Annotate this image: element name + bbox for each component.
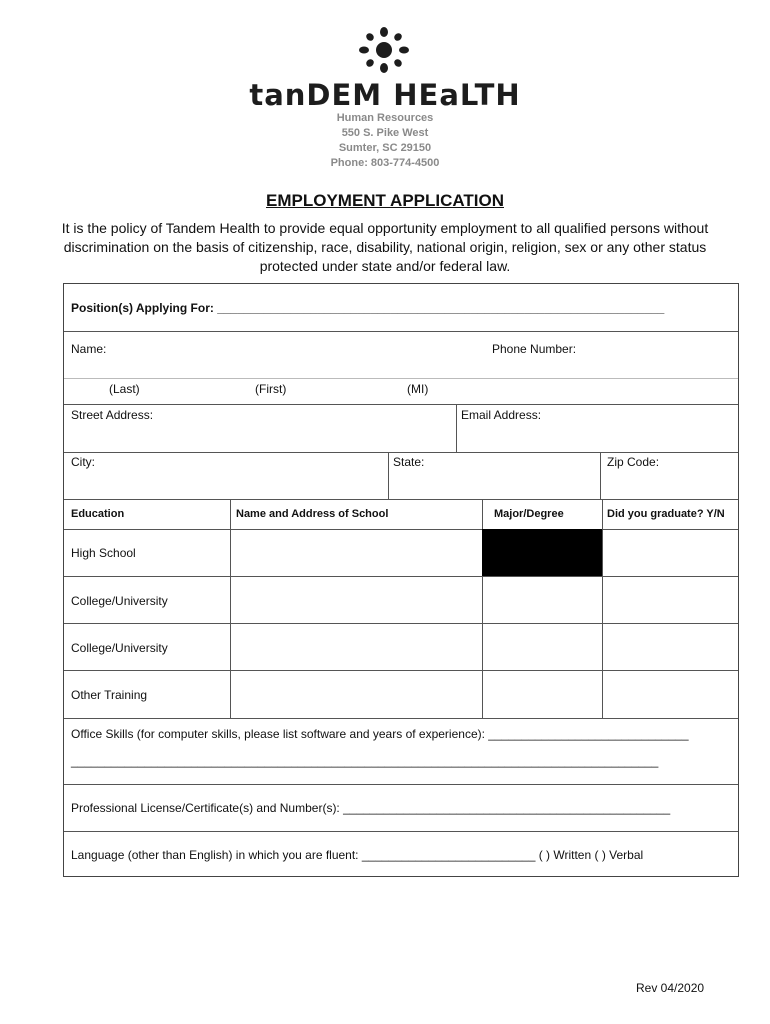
hr-contact-block [0, 111, 770, 171]
education-row-label: College/University [71, 641, 168, 655]
cell-divider [600, 452, 601, 499]
policy-statement [50, 219, 720, 276]
position-field[interactable]: Position(s) Applying For: ___________________________________________________________________ [71, 301, 665, 315]
revision-text: Rev 04/2020 [636, 981, 705, 995]
school-header: Name and Address of School [236, 508, 389, 520]
street-address-label: Street Address: [71, 408, 154, 422]
form-divider [64, 452, 738, 453]
education-row-label: Other Training [71, 688, 148, 702]
application-form [63, 283, 739, 877]
policy-line: discrimination on the basis of citizenship, race, disability, national origin, religion, sex or any other status [63, 239, 707, 255]
form-divider [64, 623, 738, 624]
form-divider [64, 831, 738, 832]
page-title: EMPLOYMENT APPLICATION [266, 191, 504, 210]
form-divider [64, 529, 738, 530]
form-divider [64, 331, 738, 332]
form-divider [64, 784, 738, 785]
name-label: Name: [71, 342, 107, 356]
form-divider [64, 378, 738, 379]
state-label: State: [393, 455, 425, 469]
middle-initial-hint: (MI) [407, 382, 429, 396]
language-field[interactable]: Language (other than English) in which you are fluent: __________________________ ( ) Written ( ) Verbal [71, 848, 644, 862]
form-divider [64, 718, 738, 719]
graduated-header: Did you graduate? Y/N [607, 508, 725, 520]
education-row-label: College/University [71, 594, 168, 608]
education-row-label: High School [71, 546, 136, 560]
address-line-2: Sumter, SC 29150 [338, 142, 432, 154]
form-divider [64, 670, 738, 671]
office-skills-field[interactable]: Office Skills (for computer skills, please list software and years of experience): ______________________________ [71, 727, 689, 741]
email-address-label: Email Address: [461, 408, 542, 422]
phone-number-label: Phone Number: [492, 342, 577, 356]
tandem-health-logo-icon [352, 24, 416, 76]
office-skills-line-2[interactable]: ________________________________________________________________________________________ [71, 754, 659, 768]
last-name-hint: (Last) [109, 382, 140, 396]
major-degree-header: Major/Degree [494, 508, 564, 520]
form-divider [64, 576, 738, 577]
policy-line: protected under state and/or federal law. [259, 258, 511, 274]
cell-divider [388, 452, 389, 499]
form-divider [64, 404, 738, 405]
brand-name: tanDEM HEaLTH [249, 78, 521, 112]
blocked-cell [482, 529, 602, 576]
department-text: Human Resources [336, 112, 434, 124]
license-field[interactable]: Professional License/Certificate(s) and Number(s): _________________________________________________ [71, 801, 671, 815]
form-divider [64, 499, 738, 500]
address-line-1: 550 S. Pike West [341, 127, 429, 139]
first-name-hint: (First) [255, 382, 287, 396]
city-label: City: [71, 455, 95, 469]
cell-divider [230, 499, 231, 718]
cell-divider [456, 404, 457, 452]
cell-divider [602, 499, 603, 718]
phone-text: Phone: 803-774-4500 [330, 157, 440, 169]
zip-code-label: Zip Code: [607, 455, 660, 469]
education-header: Education [71, 508, 125, 520]
policy-line: It is the policy of Tandem Health to provide equal opportunity employment to all qualified persons without [61, 220, 709, 236]
